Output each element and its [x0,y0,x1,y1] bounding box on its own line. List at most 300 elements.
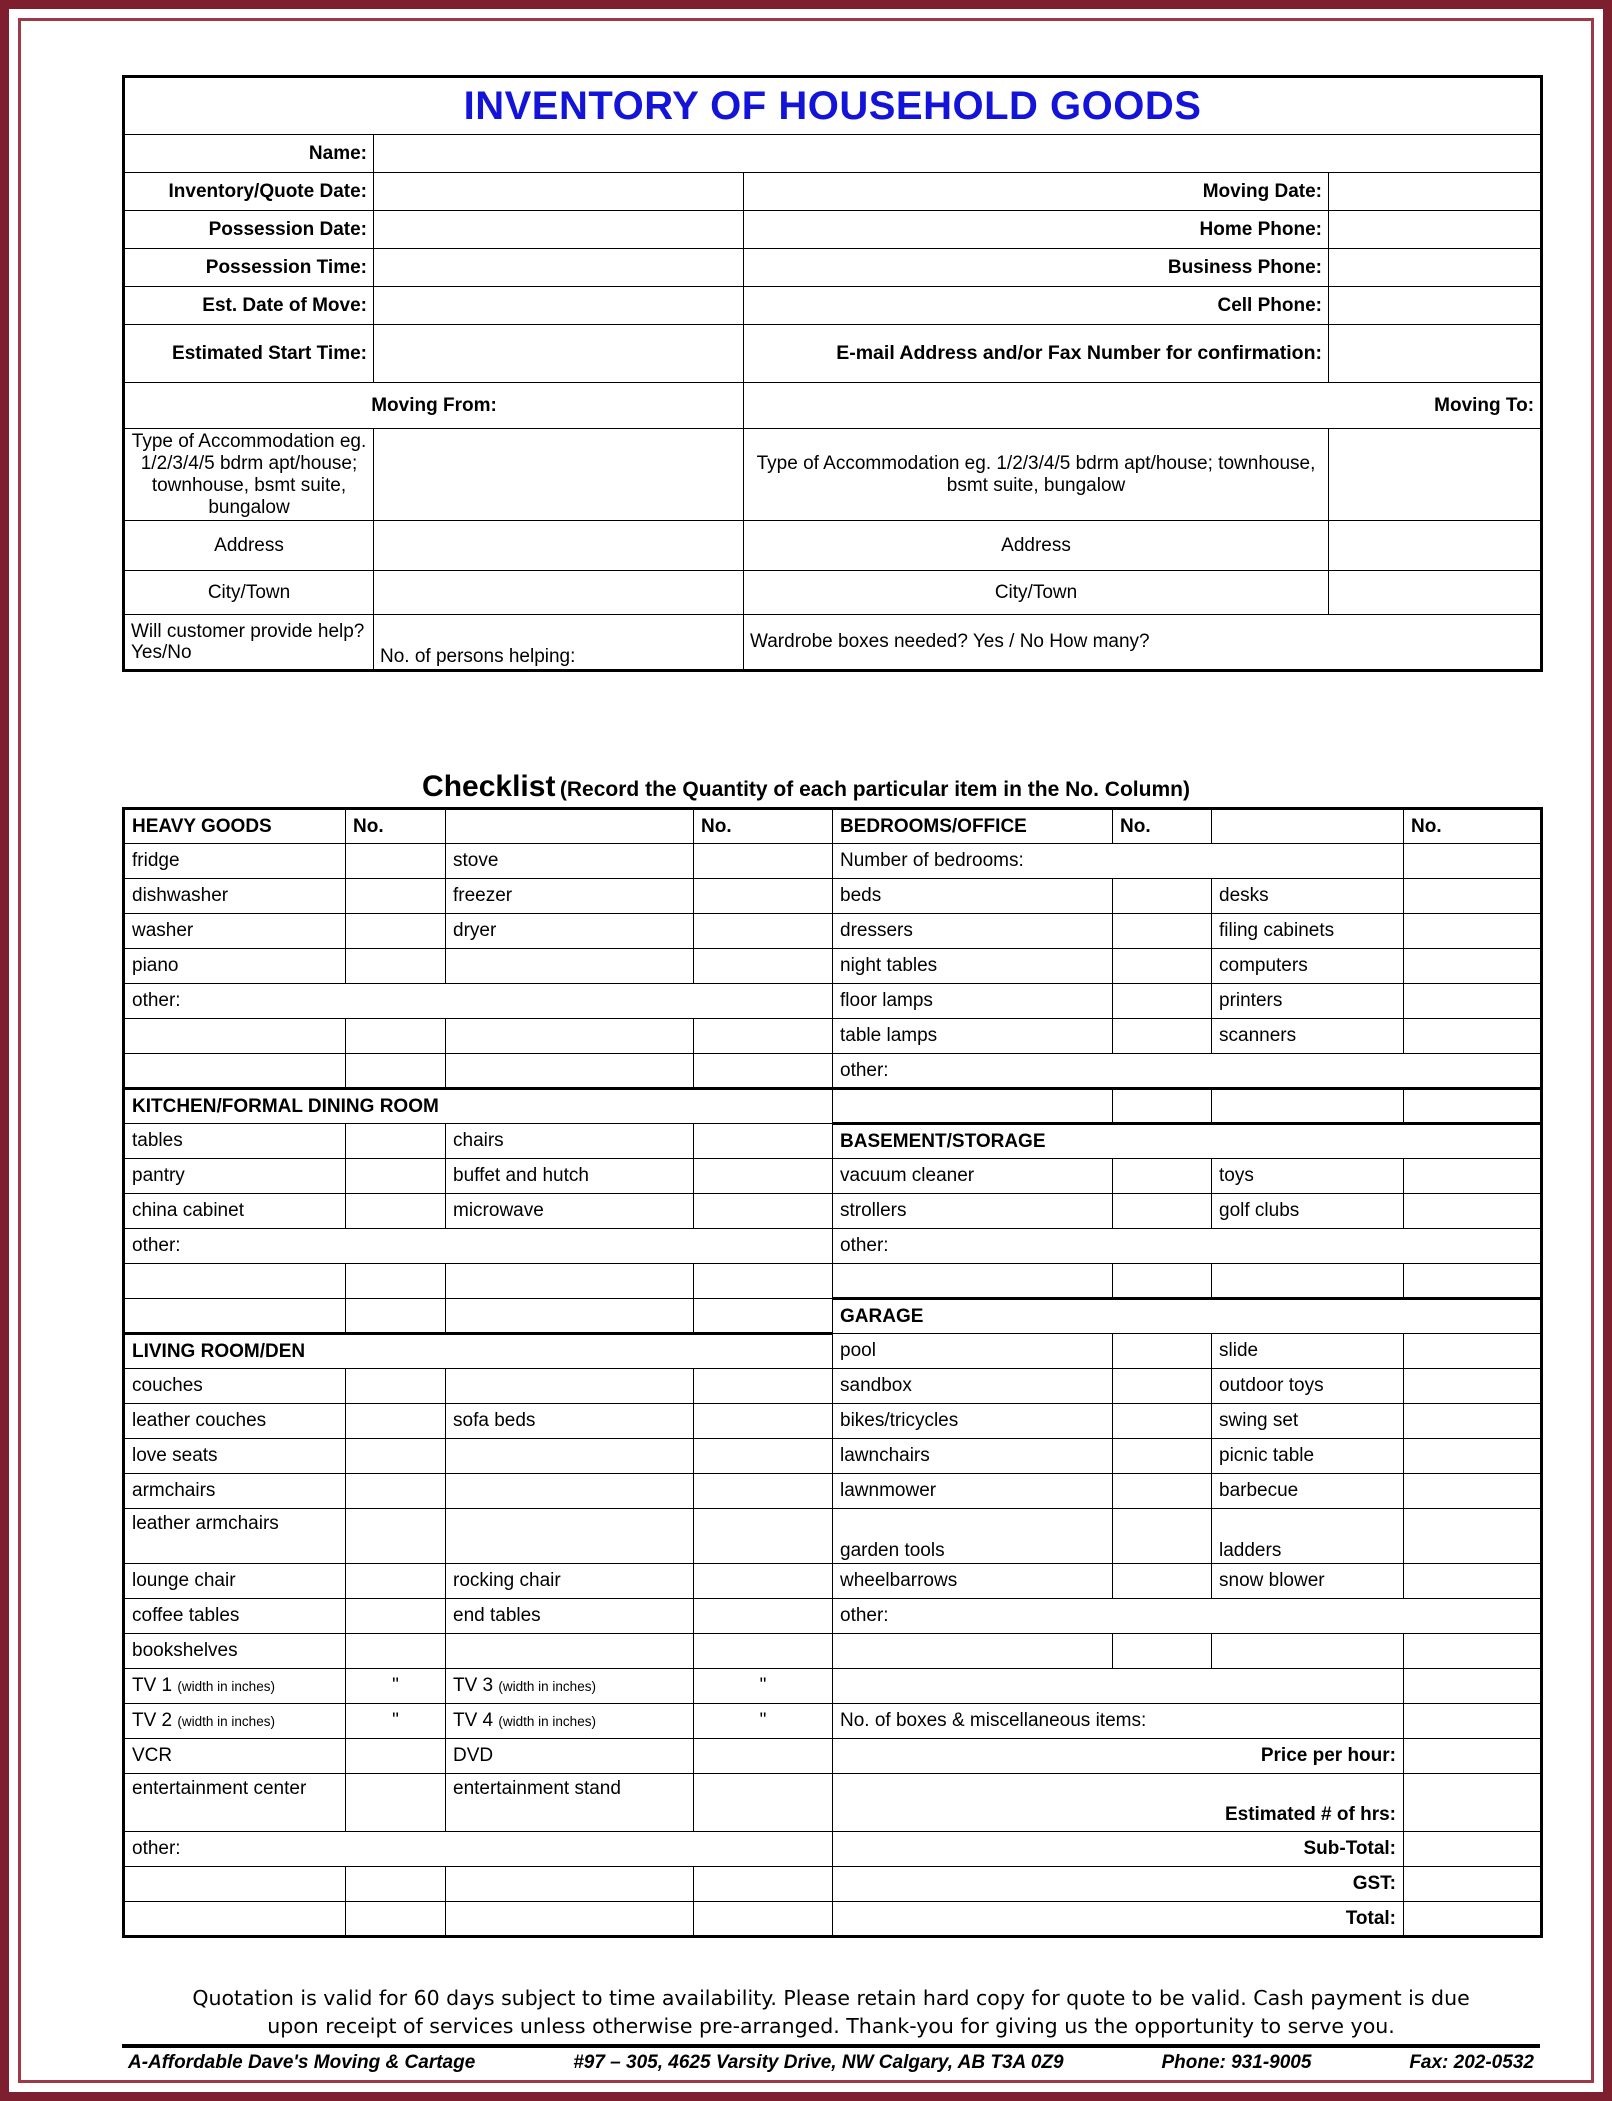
qty-final-blank-c[interactable] [346,1902,446,1937]
item-dvd: DVD [446,1739,694,1774]
table-row [124,914,1542,949]
value-gst[interactable] [1404,1867,1542,1902]
item-computers: computers [1212,949,1404,984]
item-living-blank-2[interactable] [446,1439,694,1474]
label-price-per-hour: Price per hour: [833,1739,1404,1774]
estimated-start-time-label: Estimated Start Time: [124,325,374,383]
item-tables: tables [124,1124,346,1159]
city-from-label: City/Town [124,571,374,615]
col-header-spacer-2 [1212,809,1404,844]
accommodation-row [124,429,1542,521]
item-basement-other[interactable]: other: [833,1229,1542,1264]
table-row [124,1867,1542,1902]
item-ladders: ladders [1212,1509,1404,1564]
table-row [124,1124,1542,1159]
cell-phone-input[interactable] [1329,287,1542,325]
item-end-tables: end tables [446,1599,694,1634]
qty-blank-1[interactable] [694,949,833,984]
item-lawnchairs: lawnchairs [833,1439,1113,1474]
email-fax-input[interactable] [1329,325,1542,383]
qty-lawnchairs[interactable] [1113,1439,1212,1474]
item-buffet-and-hutch: buffet and hutch [446,1159,694,1194]
estimated-start-time-input[interactable] [374,325,744,383]
item-dryer: dryer [446,914,694,949]
qty-sandbox[interactable] [1113,1369,1212,1404]
item-sandbox: sandbox [833,1369,1113,1404]
document-sheet [22,22,1590,2079]
city-to-label: City/Town [744,571,1329,615]
company-phone: Phone: 931-9005 [1161,2052,1312,2074]
address-from-label: Address [124,521,374,571]
qty-entertainment-stand[interactable] [694,1774,833,1832]
qty-china-cabinet[interactable] [346,1194,446,1229]
home-phone-input[interactable] [1329,211,1542,249]
qty-basement-blank-b[interactable] [1404,1264,1542,1299]
qty-living-blank-4[interactable] [694,1509,833,1564]
item-leather-armchairs: leather armchairs [124,1509,346,1564]
qty-scanners[interactable] [1404,1019,1542,1054]
item-filing-cabinets: filing cabinets [1212,914,1404,949]
item-living-blank-4[interactable] [446,1509,694,1564]
item-kitchen-blank-d[interactable] [446,1299,694,1334]
item-garden-tools: garden tools [833,1509,1113,1564]
qty-chairs[interactable] [694,1124,833,1159]
item-tv-4 [446,1704,694,1739]
qty-coffee-tables[interactable] [346,1599,446,1634]
item-tv-3 [446,1669,694,1704]
item-final-blank-a[interactable] [124,1867,346,1902]
footer-note-line-2: upon receipt of services unless otherwise pre-arranged. Thank-you for giving us the opportunity to serve you. [267,2013,1395,2038]
qty-kitchen-blank-d[interactable] [694,1299,833,1334]
item-rocking-chair: rocking chair [446,1564,694,1599]
possession-time-row [124,249,1542,287]
name-input[interactable] [374,135,1542,173]
checklist-table [122,807,1543,1938]
qty-picnic-table[interactable] [1404,1439,1542,1474]
footer-company-line [122,2052,1540,2074]
item-heavy-goods-other[interactable]: other: [124,984,833,1019]
table-row [124,1509,1542,1564]
qty-bedrooms-blank-a[interactable] [1113,1089,1212,1124]
qty-couches[interactable] [346,1369,446,1404]
qty-heavy-blank-a[interactable] [346,1019,446,1054]
checklist-block [22,807,1590,1938]
item-coffee-tables: coffee tables [124,1599,346,1634]
item-strollers: strollers [833,1194,1113,1229]
business-phone-label: Business Phone: [744,249,1329,287]
business-phone-input[interactable] [1329,249,1542,287]
item-desks: desks [1212,879,1404,914]
value-sub-total[interactable] [1404,1832,1542,1867]
table-row [124,1739,1542,1774]
customer-information-block [22,75,1590,672]
name-label: Name: [124,135,374,173]
item-garage-blank-a[interactable] [833,1634,1113,1669]
qty-love-seats[interactable] [346,1439,446,1474]
qty-living-blank-2[interactable] [694,1439,833,1474]
accommodation-from-input[interactable] [374,429,744,521]
table-row [124,1369,1542,1404]
item-barbecue: barbecue [1212,1474,1404,1509]
possession-time-input[interactable] [374,249,744,287]
item-swing-set: swing set [1212,1404,1404,1439]
item-kitchen-blank-c[interactable] [124,1299,346,1334]
qty-bedrooms-blank-b[interactable] [1404,1089,1542,1124]
qty-garage-blank-a[interactable] [1113,1634,1212,1669]
value-total[interactable] [1404,1902,1542,1937]
qty-microwave[interactable] [694,1194,833,1229]
qty-kitchen-blank-c[interactable] [346,1299,446,1334]
qty-slide[interactable] [1404,1334,1542,1369]
item-heavy-blank-d[interactable] [446,1054,694,1089]
qty-dishwasher[interactable] [346,879,446,914]
moving-date-label: Moving Date: [744,173,1329,211]
tv-4-inch-mark[interactable]: " [694,1704,833,1739]
possession-date-row [124,211,1542,249]
estimated-start-time-row [124,325,1542,383]
item-living-other[interactable]: other: [124,1832,833,1867]
inventory-quote-date-label: Inventory/Quote Date: [124,173,374,211]
label-gst: GST: [833,1867,1404,1902]
item-vacuum-cleaner: vacuum cleaner [833,1159,1113,1194]
item-kitchen-other[interactable]: other: [124,1229,833,1264]
item-pool: pool [833,1334,1113,1369]
qty-fridge[interactable] [346,844,446,879]
company-address: #97 – 305, 4625 Varsity Drive, NW Calgary, AB T3A 0Z9 [573,2052,1064,2074]
checklist-header-row [124,809,1542,844]
moving-date-input[interactable] [1329,173,1542,211]
qty-rocking-chair[interactable] [694,1564,833,1599]
item-number-of-bedrooms: Number of bedrooms: [833,844,1404,879]
possession-date-label: Possession Date: [124,211,374,249]
label-sub-total: Sub-Total: [833,1832,1404,1867]
item-piano: piano [124,949,346,984]
table-row [124,984,1542,1019]
qty-wheelbarrows[interactable] [1113,1564,1212,1599]
qty-dvd[interactable] [694,1739,833,1774]
address-to-input[interactable] [1329,521,1542,571]
item-living-blank-1[interactable] [446,1369,694,1404]
qty-stove[interactable] [694,844,833,879]
kitchen-section-row [124,1089,1542,1124]
item-tv-1 [124,1669,346,1704]
footer-block [122,1985,1540,2074]
item-garage-blank-b[interactable] [1212,1634,1404,1669]
item-picnic-table: picnic table [1212,1439,1404,1474]
qty-basement-blank-a[interactable] [1113,1264,1212,1299]
qty-final-blank-d[interactable] [694,1902,833,1937]
est-date-of-move-label: Est. Date of Move: [124,287,374,325]
tv-row-2 [124,1704,1542,1739]
item-final-blank-b[interactable] [446,1867,694,1902]
document-title-cell [124,77,1542,135]
est-date-of-move-input[interactable] [374,287,744,325]
item-pantry: pantry [124,1159,346,1194]
help-wardrobe-row [124,615,1542,671]
item-bikes-tricycles: bikes/tricycles [833,1404,1113,1439]
item-kitchen-blank-b[interactable] [446,1264,694,1299]
qty-table-lamps[interactable] [1113,1019,1212,1054]
page-title: INVENTORY OF HOUSEHOLD GOODS [463,84,1202,128]
table-row [124,1264,1542,1299]
item-garage-other[interactable]: other: [833,1599,1542,1634]
tv-2-note: (width in inches) [177,1714,275,1730]
qty-heavy-blank-c[interactable] [346,1054,446,1089]
tv-3-inch-mark[interactable]: " [694,1669,833,1704]
company-name: A-Affordable Dave's Moving & Cartage [128,2052,476,2074]
qty-final-blank-b[interactable] [694,1867,833,1902]
moving-from-to-row [124,383,1542,429]
col-header-no-3: No. [1113,809,1212,844]
qty-tables[interactable] [346,1124,446,1159]
qty-dressers[interactable] [1113,914,1212,949]
item-washer: washer [124,914,346,949]
checklist-instructions: (Record the Quantity of each particular item in the No. Column) [559,778,1190,801]
qty-strollers[interactable] [1113,1194,1212,1229]
qty-number-of-bedrooms[interactable] [1404,844,1542,879]
item-final-blank-d[interactable] [446,1902,694,1937]
wardrobe-boxes-label[interactable]: Wardrobe boxes needed? Yes / No How many? [744,615,1542,671]
table-row [124,949,1542,984]
item-scanners: scanners [1212,1019,1404,1054]
item-lounge-chair: lounge chair [124,1564,346,1599]
item-leather-couches: leather couches [124,1404,346,1439]
item-printers: printers [1212,984,1404,1019]
city-from-input[interactable] [374,571,744,615]
table-row [124,1774,1542,1832]
item-table-lamps: table lamps [833,1019,1113,1054]
item-armchairs: armchairs [124,1474,346,1509]
qty-vcr[interactable] [346,1739,446,1774]
label-estimated-hours: Estimated # of hrs: [833,1774,1404,1832]
item-microwave: microwave [446,1194,694,1229]
qty-final-blank-a[interactable] [346,1867,446,1902]
tv-4-label: TV 4 [453,1710,494,1732]
accommodation-from-label: Type of Accommodation eg. 1/2/3/4/5 bdrm apt/house; townhouse, bsmt suite, bungalow [124,429,374,521]
qty-heavy-blank-b[interactable] [694,1019,833,1054]
item-tv-2 [124,1704,346,1739]
email-fax-label: E-mail Address and/or Fax Number for confirmation: [744,325,1329,383]
qty-garage-blank-b[interactable] [1404,1634,1542,1669]
qty-outdoor-toys[interactable] [1404,1369,1542,1404]
item-snow-blower: snow blower [1212,1564,1404,1599]
qty-golf-clubs[interactable] [1404,1194,1542,1229]
value-price-per-hour[interactable] [1404,1739,1542,1774]
customer-information-table [122,75,1543,672]
tv-3-note: (width in inches) [498,1679,596,1695]
city-to-input[interactable] [1329,571,1542,615]
qty-tv-row-blank-a[interactable] [1404,1669,1542,1704]
footer-divider [122,2044,1540,2048]
est-date-of-move-row [124,287,1542,325]
item-bedrooms-blank-b[interactable] [1212,1089,1404,1124]
inventory-quote-date-input[interactable] [374,173,744,211]
qty-kitchen-blank-b[interactable] [694,1264,833,1299]
qty-barbecue[interactable] [1404,1474,1542,1509]
label-total: Total: [833,1902,1404,1937]
item-kitchen-blank-a[interactable] [124,1264,346,1299]
col-header-spacer [446,809,694,844]
qty-living-blank-5[interactable] [694,1634,833,1669]
qty-living-blank-3[interactable] [694,1474,833,1509]
table-row [124,1159,1542,1194]
customer-help-question: Will customer provide help? Yes/No [124,615,374,671]
section-header-kitchen: KITCHEN/FORMAL DINING ROOM [124,1089,833,1124]
tv-2-inch-mark[interactable]: " [346,1704,446,1739]
item-bookshelves: bookshelves [124,1634,346,1669]
qty-printers[interactable] [1404,984,1542,1019]
tv-1-label: TV 1 [132,1675,173,1697]
qty-living-blank-1[interactable] [694,1369,833,1404]
qty-buffet-and-hutch[interactable] [694,1159,833,1194]
col-header-no-1: No. [346,809,446,844]
value-no-of-boxes[interactable] [1404,1704,1542,1739]
garage-section-row [124,1299,1542,1334]
qty-snow-blower[interactable] [1404,1564,1542,1599]
home-phone-label: Home Phone: [744,211,1329,249]
accommodation-to-label: Type of Accommodation eg. 1/2/3/4/5 bdrm apt/house; townhouse, bsmt suite, bungalow [744,429,1329,521]
company-fax: Fax: 202-0532 [1409,2052,1534,2074]
item-dressers: dressers [833,914,1113,949]
qty-piano[interactable] [346,949,446,984]
possession-date-input[interactable] [374,211,744,249]
item-living-blank-3[interactable] [446,1474,694,1509]
item-bedrooms-blank-a[interactable] [833,1089,1113,1124]
qty-ladders[interactable] [1404,1509,1542,1564]
item-entertainment-center: entertainment center [124,1774,346,1832]
item-sofa-beds: sofa beds [446,1404,694,1439]
item-bedrooms-other[interactable]: other: [833,1054,1542,1089]
item-basement-blank-b[interactable] [1212,1264,1404,1299]
qty-pantry[interactable] [346,1159,446,1194]
table-row [124,1054,1542,1089]
col-header-no-4: No. [1404,809,1542,844]
item-chairs: chairs [446,1124,694,1159]
qty-bookshelves[interactable] [346,1634,446,1669]
item-living-blank-5[interactable] [446,1634,694,1669]
item-golf-clubs: golf clubs [1212,1194,1404,1229]
item-love-seats: love seats [124,1439,346,1474]
qty-leather-armchairs[interactable] [346,1509,446,1564]
moving-from-header: Moving From: [124,383,744,429]
item-beds: beds [833,879,1113,914]
qty-leather-couches[interactable] [346,1404,446,1439]
col-header-no-2: No. [694,809,833,844]
qty-kitchen-blank-a[interactable] [346,1264,446,1299]
qty-entertainment-center[interactable] [346,1774,446,1832]
table-row [124,1019,1542,1054]
qty-freezer[interactable] [694,879,833,914]
qty-computers[interactable] [1404,949,1542,984]
tv-1-note: (width in inches) [177,1679,275,1695]
table-row [124,1404,1542,1439]
item-heavy-blank-b[interactable] [446,1019,694,1054]
address-from-input[interactable] [374,521,744,571]
footer-note-line-1: Quotation is valid for 60 days subject to time availability. Please retain hard copy for quote to be valid. Cash payment is due [192,1986,1470,2010]
item-stove: stove [446,844,694,879]
table-row [124,1229,1542,1264]
qty-vacuum-cleaner[interactable] [1113,1159,1212,1194]
qty-desks[interactable] [1404,879,1542,914]
accommodation-to-input[interactable] [1329,429,1542,521]
qty-night-tables[interactable] [1113,949,1212,984]
label-no-of-boxes: No. of boxes & miscellaneous items: [833,1704,1404,1739]
table-row [124,1194,1542,1229]
item-heavy-blank-a[interactable] [124,1019,346,1054]
persons-helping-label[interactable]: No. of persons helping: [374,615,744,671]
section-header-basement: BASEMENT/STORAGE [833,1124,1542,1159]
qty-toys[interactable] [1404,1159,1542,1194]
qty-floor-lamps[interactable] [1113,984,1212,1019]
item-basement-blank-a[interactable] [833,1264,1113,1299]
qty-filing-cabinets[interactable] [1404,914,1542,949]
qty-pool[interactable] [1113,1334,1212,1369]
qty-lounge-chair[interactable] [346,1564,446,1599]
item-heavy-blank-c[interactable] [124,1054,346,1089]
moving-to-header: Moving To: [744,383,1542,429]
item-fridge: fridge [124,844,346,879]
qty-dryer[interactable] [694,914,833,949]
item-vcr: VCR [124,1739,346,1774]
item-wheelbarrows: wheelbarrows [833,1564,1113,1599]
col-header-heavy-goods: HEAVY GOODS [124,809,346,844]
cell-phone-label: Cell Phone: [744,287,1329,325]
inventory-quote-date-row [124,173,1542,211]
item-night-tables: night tables [833,949,1113,984]
qty-bikes-tricycles[interactable] [1113,1404,1212,1439]
checklist-heading: Checklist [422,770,556,803]
table-row [124,1902,1542,1937]
section-header-garage: GARAGE [833,1299,1542,1334]
qty-heavy-blank-d[interactable] [694,1054,833,1089]
table-row [124,844,1542,879]
qty-armchairs[interactable] [346,1474,446,1509]
item-lawnmower: lawnmower [833,1474,1113,1509]
checklist-title-block [22,770,1590,804]
item-couches: couches [124,1369,346,1404]
tv-1-inch-mark[interactable]: " [346,1669,446,1704]
item-toys: toys [1212,1159,1404,1194]
qty-washer[interactable] [346,914,446,949]
qty-swing-set[interactable] [1404,1404,1542,1439]
tv-2-label: TV 2 [132,1710,173,1732]
col-header-bedrooms-office: BEDROOMS/OFFICE [833,809,1113,844]
table-row [124,879,1542,914]
qty-beds[interactable] [1113,879,1212,914]
item-outdoor-toys: outdoor toys [1212,1369,1404,1404]
qty-lawnmower[interactable] [1113,1474,1212,1509]
item-freezer: freezer [446,879,694,914]
tv-row-1 [124,1669,1542,1704]
title-row [124,77,1542,135]
qty-sofa-beds[interactable] [694,1404,833,1439]
table-row [124,1832,1542,1867]
value-estimated-hours[interactable] [1404,1774,1542,1832]
item-china-cabinet: china cabinet [124,1194,346,1229]
tv-3-label: TV 3 [453,1675,494,1697]
city-town-row [124,571,1542,615]
item-final-blank-c[interactable] [124,1902,346,1937]
table-row [124,1474,1542,1509]
qty-garden-tools[interactable] [1113,1509,1212,1564]
item-blank-1 [446,949,694,984]
item-slide: slide [1212,1334,1404,1369]
item-tv-row-blank-a[interactable] [833,1669,1404,1704]
table-row [124,1634,1542,1669]
table-row [124,1564,1542,1599]
name-row [124,135,1542,173]
qty-end-tables[interactable] [694,1599,833,1634]
